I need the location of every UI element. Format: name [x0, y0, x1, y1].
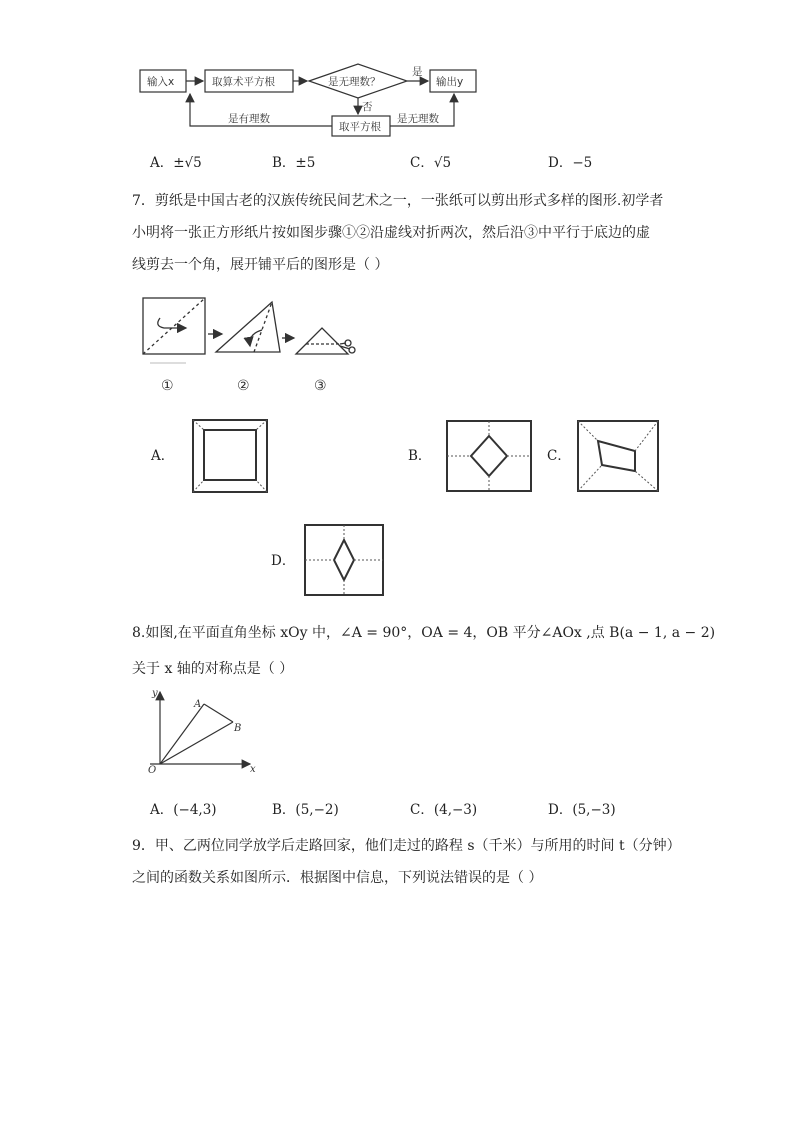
segment-oa: [160, 704, 204, 764]
option-value: (5,−2): [295, 802, 339, 818]
option-value: √5: [433, 155, 452, 171]
option-label: C．: [410, 155, 434, 171]
q9-stem-line2: 之间的函数关系如图所示．根据图中信息，下列说法错误的是（ ）: [132, 870, 543, 886]
flow-input-label: 输入x: [147, 76, 175, 88]
step2-label: ②: [237, 378, 250, 394]
option-label: A．: [150, 802, 174, 818]
option-label: C．: [410, 802, 434, 818]
q8-option-a[interactable]: [150, 801, 217, 819]
option-label: D．: [548, 802, 573, 818]
q8-stem-line2: 关于 x 轴的对称点是（ ）: [132, 661, 294, 677]
y-axis-label: y: [152, 688, 158, 699]
q7-option-d-label[interactable]: D．: [271, 553, 296, 569]
origin-label: O: [148, 765, 157, 776]
q7-option-b-label[interactable]: B．: [408, 448, 432, 464]
option-value: (4,−3): [433, 802, 478, 818]
q8-option-b[interactable]: [272, 801, 339, 819]
q8-option-c[interactable]: [410, 801, 477, 819]
q8-stem-line1: 8.如图,在平面直角坐标 xOy 中，∠A = 90°，OA = 4，OB 平分∠AOx ,点 B(a − 1, a − 2): [132, 625, 716, 641]
flow-output-label: 输出y: [436, 76, 464, 88]
option-label: B．: [272, 802, 296, 818]
option-value: (−4,3): [173, 802, 217, 818]
q9-stem-line1: 9．甲、乙两位同学放学后走路回家，他们走过的路程 s（千米）与所用的时间 t（分钟）: [132, 838, 681, 854]
q7-stem-line2: 小明将一张正方形纸片按如图步骤①②沿虚线对折两次，然后沿③中平行于底边的虚: [132, 225, 650, 241]
segment-ob: [160, 722, 233, 764]
flow-yes-label: 是: [412, 66, 423, 78]
option-value: ±√5: [173, 155, 202, 171]
option-value: (5,−3): [572, 802, 616, 818]
option-label: B．: [272, 155, 296, 171]
flow-irrational-label: 是无理数: [397, 113, 439, 125]
q7-stem-line3: 线剪去一个角，展开铺平后的图形是（ ）: [132, 257, 389, 273]
flow-square-label: 取平方根: [339, 121, 381, 133]
step1-label: ①: [161, 378, 174, 394]
q7-option-c-label[interactable]: C．: [547, 448, 571, 464]
flow-sqrt-label: 取算术平方根: [212, 76, 275, 88]
point-b-label: B: [234, 723, 242, 734]
step3-label: ③: [314, 378, 327, 394]
option-value: ±5: [295, 155, 316, 171]
option-label: D．: [548, 155, 573, 171]
flow-no-label: 否: [362, 101, 373, 113]
flow-rational-label: 是有理数: [228, 113, 270, 125]
q8-option-d[interactable]: [548, 801, 616, 819]
q7-option-a-label[interactable]: A．: [151, 448, 175, 464]
flow-decision-label: 是无理数？: [328, 76, 381, 88]
option-label: A．: [150, 155, 174, 171]
q7-stem-line1: 7．剪纸是中国古老的汉族传统民间艺术之一，一张纸可以剪出形式多样的图形.初学者: [132, 193, 664, 209]
option-value: −5: [572, 155, 593, 171]
x-axis-label: x: [250, 764, 256, 775]
segment-ab: [204, 704, 233, 722]
point-a-label: A: [194, 699, 202, 710]
